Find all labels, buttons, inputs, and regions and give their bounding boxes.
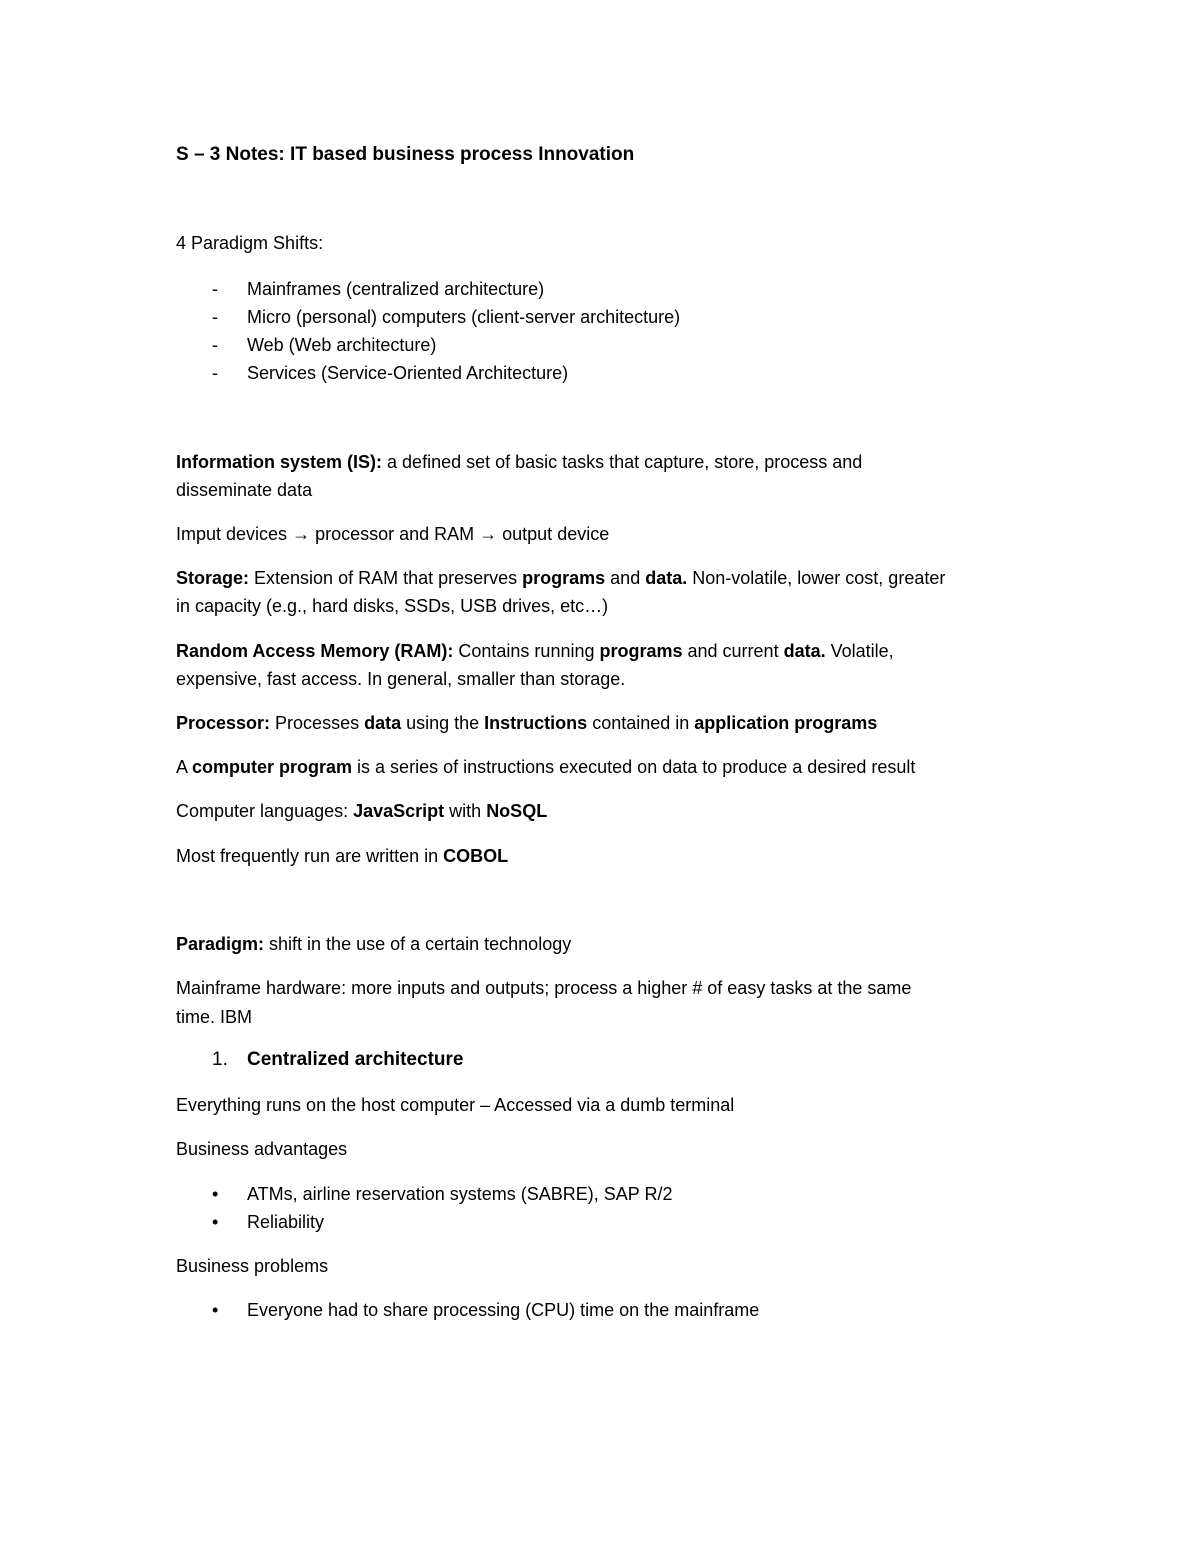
bullet-icon: •	[212, 1184, 219, 1204]
processor-text: contained in	[587, 713, 695, 733]
list-marker: -	[212, 335, 218, 355]
program-text: A	[176, 757, 193, 777]
storage-definition	[176, 566, 945, 590]
cobol-text: Most frequently run are written in	[176, 846, 444, 866]
ram-definition-line2: expensive, fast access. In general, smaller than storage.	[176, 669, 626, 689]
languages-bold: NoSQL	[486, 801, 548, 821]
is-term: Information system (IS):	[176, 452, 383, 472]
host-note: Everything runs on the host computer – Accessed via a dumb terminal	[176, 1095, 735, 1115]
paradigm-shifts-heading: 4 Paradigm Shifts:	[176, 233, 324, 253]
io-flow	[176, 522, 609, 546]
processor-bold: application programs	[694, 713, 878, 733]
flow-text: Imput devices	[176, 524, 293, 544]
storage-bold: data.	[645, 568, 688, 588]
list-item: ATMs, airline reservation systems (SABRE), SAP R/2	[247, 1184, 673, 1204]
section-heading: Centralized architecture	[247, 1049, 464, 1070]
bullet-icon: •	[212, 1212, 219, 1232]
mainframe-note: Mainframe hardware: more inputs and outputs; process a higher # of easy tasks at the same	[176, 978, 912, 998]
list-marker: -	[212, 363, 218, 383]
page-title: S – 3 Notes: IT based business process Innovation	[176, 144, 635, 165]
languages-text: with	[444, 801, 487, 821]
storage-text: Extension of RAM that preserves	[249, 568, 523, 588]
processor-text: using the	[401, 713, 485, 733]
list-item: Everyone had to share processing (CPU) time on the mainframe	[247, 1300, 760, 1320]
list-item: Services (Service-Oriented Architecture)	[247, 363, 569, 383]
ram-term: Random Access Memory (RAM):	[176, 641, 454, 661]
ram-definition	[176, 639, 894, 663]
advantages-heading: Business advantages	[176, 1139, 348, 1159]
list-marker: -	[212, 279, 218, 299]
right-arrow-icon: →	[292, 524, 311, 544]
ram-text: and current	[682, 641, 784, 661]
ram-bold: data.	[783, 641, 826, 661]
list-item: Micro (personal) computers (client-server architecture)	[247, 307, 681, 327]
storage-text: Non-volatile, lower cost, greater	[687, 568, 946, 588]
processor-text: Processes	[270, 713, 365, 733]
ram-text: Contains running	[453, 641, 600, 661]
processor-bold: data	[364, 713, 402, 733]
is-definition-line2: disseminate data	[176, 480, 313, 500]
section-number: 1.	[212, 1049, 228, 1070]
is-text: a defined set of basic tasks that capture, store, process and	[382, 452, 863, 472]
paradigm-definition	[176, 932, 571, 956]
cobol-bold: COBOL	[443, 846, 509, 866]
storage-definition-line2: in capacity (e.g., hard disks, SSDs, USB drives, etc…)	[176, 596, 609, 616]
processor-term: Processor:	[176, 713, 271, 733]
cobol-note	[176, 844, 508, 868]
problems-heading: Business problems	[176, 1256, 329, 1276]
list-item: Mainframes (centralized architecture)	[247, 279, 545, 299]
is-definition	[176, 450, 862, 474]
list-marker: -	[212, 307, 218, 327]
program-text: is a series of instructions executed on data to produce a desired result	[352, 757, 916, 777]
mainframe-note-line2: time. IBM	[176, 1007, 253, 1027]
list-item: Reliability	[247, 1212, 325, 1232]
processor-definition	[176, 711, 877, 735]
program-term: computer program	[192, 757, 353, 777]
languages-text: Computer languages:	[176, 801, 354, 821]
flow-text: output device	[497, 524, 610, 544]
ram-bold: programs	[599, 641, 683, 661]
paradigm-text: shift in the use of a certain technology	[264, 934, 572, 954]
storage-term: Storage:	[176, 568, 250, 588]
list-item: Web (Web architecture)	[247, 335, 437, 355]
paradigm-term: Paradigm:	[176, 934, 265, 954]
flow-text: processor and RAM	[310, 524, 480, 544]
computer-program-definition	[176, 755, 915, 779]
languages-bold: JavaScript	[353, 801, 445, 821]
storage-bold: programs	[522, 568, 606, 588]
computer-languages	[176, 799, 547, 823]
right-arrow-icon: →	[479, 524, 498, 544]
bullet-icon: •	[212, 1300, 219, 1320]
storage-text: and	[605, 568, 646, 588]
ram-text: Volatile,	[825, 641, 894, 661]
processor-bold: Instructions	[484, 713, 588, 733]
